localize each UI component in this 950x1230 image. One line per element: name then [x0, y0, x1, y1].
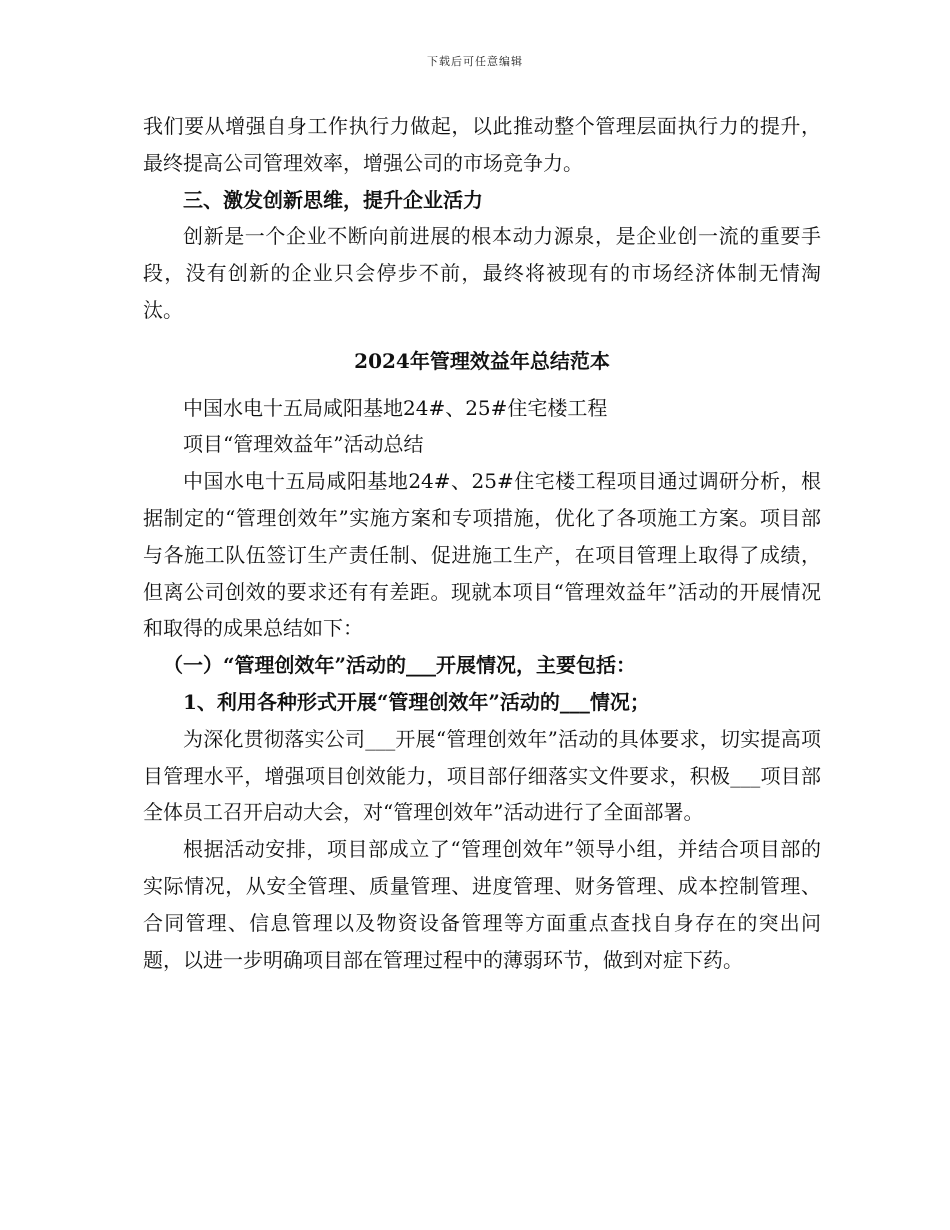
heading-part-one: （一）“管理创效年”活动的___开展情况，主要包括： — [163, 653, 637, 678]
page-header: 下载后可任意编辑 — [427, 55, 523, 68]
document-body — [143, 108, 821, 978]
paragraph-leadership-group: 根据活动安排，项目部成立了“管理创效年”领导小组，并结合项目部的实际情况，从安全管理、质量管理、进度管理、财务管理、成本控制管理、合同管理、信息管理以及物资设备管理等方面重点查找自身存在的突出问题，以进一步明确项目部在管理过程中的薄弱环节，做到对症下药。 — [143, 837, 821, 972]
paragraph-overview: 中国水电十五局咸阳基地24#、25#住宅楼工程项目通过调研分析，根据制定的“管理创效年”实施方案和专项措施，优化了各项施工方案。项目部与各施工队伍签订生产责任制、促进施工生产，在项目管理上取得了成绩，但离公司创效的要求还有有差距。现就本项目“管理效益年”活动的开展情况和取得的成果总结如下： — [143, 469, 821, 641]
subtitle-line-1: 中国水电十五局咸阳基地24#、25#住宅楼工程 — [183, 395, 608, 420]
paragraph-innovation: 创新是一个企业不断向前进展的根本动力源泉，是企业创一流的重要手段，没有创新的企业只会停步不前，最终将被现有的市场经济体制无情淘汰。 — [143, 224, 821, 322]
paragraph-implementation: 为深化贯彻落实公司___开展“管理创效年”活动的具体要求，切实提高项目管理水平，增强项目创效能力，项目部仔细落实文件要求，积极___项目部全体员工召开启动大会，对“管理创效年”活动进行了全面部署。 — [143, 726, 821, 825]
section-heading-3: 三、激发创新思维，提升企业活力 — [183, 187, 483, 212]
paragraph-continued: 我们要从增强自身工作执行力做起，以此推动整个管理层面执行力的提升，最终提高公司管理效率，增强公司的市场竞争力。 — [143, 114, 821, 175]
subtitle-line-2: 项目“管理效益年”活动总结 — [183, 432, 424, 457]
heading-item-1: 1、利用各种形式开展“管理创效年”活动的___情况； — [183, 689, 650, 714]
document-title: 2024年管理效益年总结范本 — [354, 348, 610, 373]
